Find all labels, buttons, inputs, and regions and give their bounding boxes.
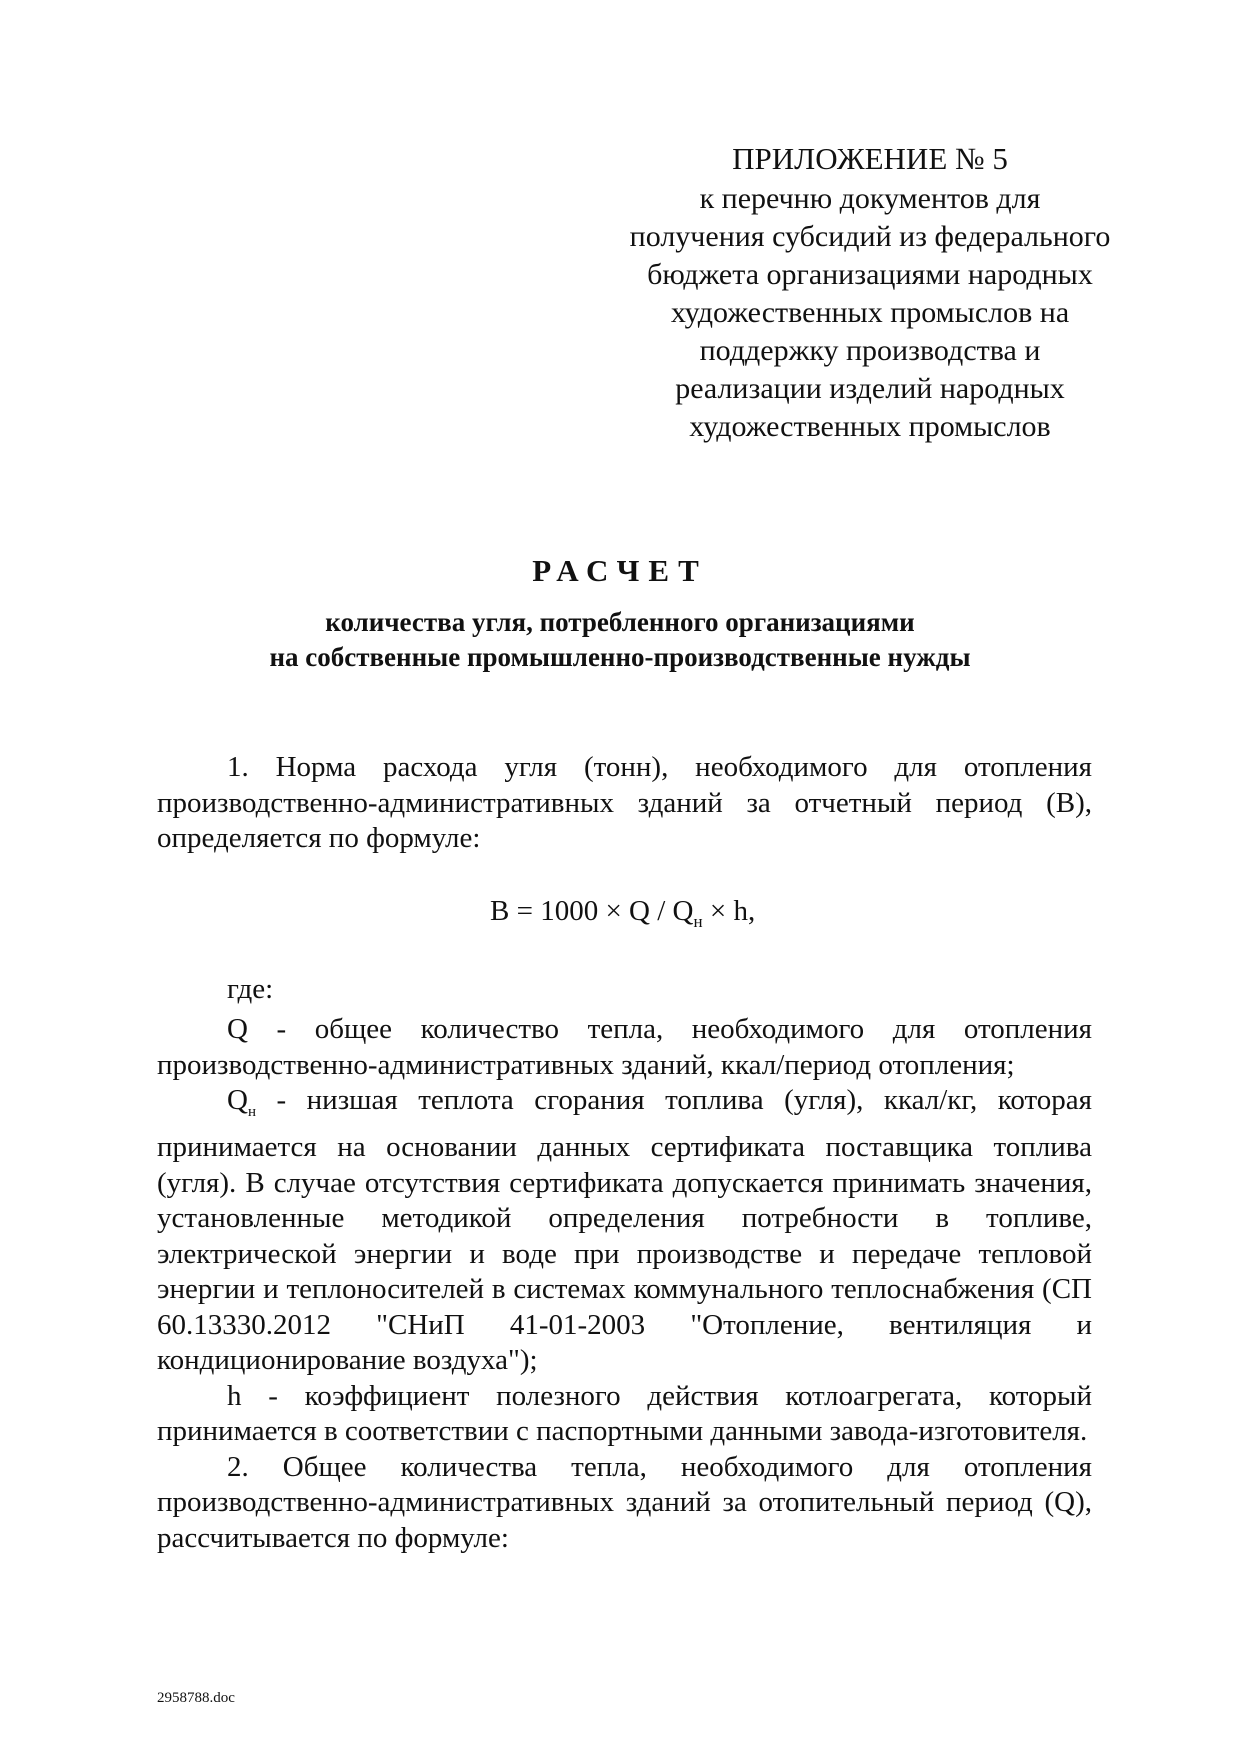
paragraph-2: 2. Общее количества тепла, необходимого для отопления производственно-административных зданий за отопительный период (Q), рассчитывается по формуле: (157, 1450, 1092, 1554)
formula-b (490, 895, 755, 932)
formula-b-subscript: н (693, 911, 703, 931)
appendix-line: к перечню документов для (699, 182, 1041, 215)
paragraph-1-container (157, 750, 1092, 857)
symbol-qn-base: Q (227, 1084, 248, 1116)
symbol-q: Q (227, 1013, 248, 1045)
symbol-h: h (227, 1379, 242, 1412)
subtitle-line: количества угля, потребленного организациями (325, 607, 915, 637)
paragraph-1: 1. Норма расхода угля (тонн), необходимого для отопления производственно-административных зданий за отчетный период (B), определяется по формуле: (157, 751, 1092, 854)
appendix-line: художественных промыслов (689, 410, 1051, 443)
symbol-qn (227, 1084, 256, 1120)
definition-q (157, 1012, 1092, 1083)
appendix-line: получения субсидий из федерального (629, 220, 1111, 253)
appendix-title: ПРИЛОЖЕНИЕ № 5 (732, 141, 1008, 176)
definition-h (157, 1379, 1092, 1450)
symbol-qn-subscript: н (247, 1103, 256, 1120)
appendix-line: художественных промыслов на (670, 296, 1070, 329)
document-title: РАСЧЕТ (532, 553, 708, 588)
definition-qn-text: - низшая теплота сгорания топлива (угля), ккал/кг, которая принимается на основании данных сертификата поставщика топлива (угля). В случае отсутствия сертификата допускается принимать значения, установленные методикой определения потребности в топливе, электрической энергии и воде при производстве и передаче тепловой энергии и теплоносителей в системах коммунального теплоснабжения (СП 60.13330.2012 "СНиП 41-01-2003 "Отопление, вентиляция и кондиционирование воздуха"); (157, 1084, 1092, 1377)
footer-filename: 2958788.doc (157, 1690, 235, 1706)
definition-qn (157, 1083, 1092, 1379)
formula-b-rhs: × h, (702, 895, 756, 927)
appendix-line: реализации изделий народных (675, 372, 1065, 405)
appendix-line: бюджета организациями народных (647, 258, 1093, 291)
appendix-line: поддержку производства и (699, 334, 1041, 367)
definitions (157, 1012, 1092, 1556)
where-label: где: (227, 973, 274, 1005)
definition-h-text: - коэффициент полезного действия котлоагрегата, который принимается в соответствии с паспортными данными завода-изготовителя. (157, 1379, 1092, 1448)
appendix-header (600, 140, 1140, 446)
subtitle-line: на собственные промышленно-производственные нужды (269, 642, 971, 672)
formula-b-lhs: B = 1000 × Q / Q (490, 895, 694, 927)
definition-q-text: - общее количество тепла, необходимого для отопления производственно-административных зданий, ккал/период отопления; (157, 1013, 1092, 1081)
document-subtitle (140, 605, 1100, 675)
